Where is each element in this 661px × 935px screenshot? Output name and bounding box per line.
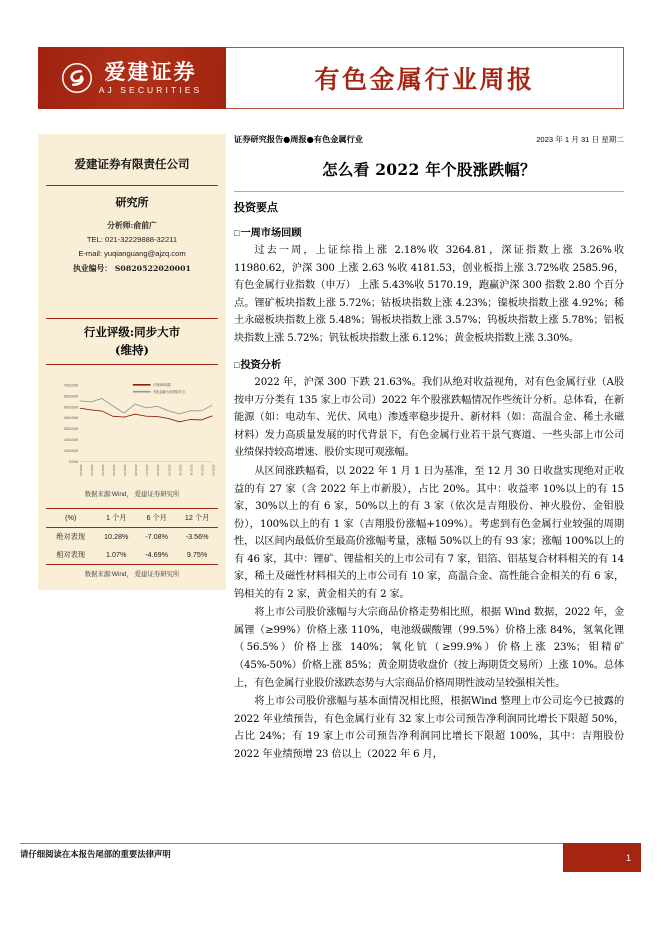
perf-row1-v0: 1.07% xyxy=(95,546,137,565)
chart-y-tick-label: 1000.0000 xyxy=(63,448,79,454)
sidebar xyxy=(38,134,226,590)
section-2-para-0: 2022 年，沪深 300 下跌 21.63%。我们从绝对收益视角，对有色金属行业（A股按申万分类有 135 家上市公司）2022 年个股涨跌幅情况作些统计分析。总体看，在新能源（如：电动车、光伏、风电）渗透率稳步提升、新材料（如：高温合金、稀土永磁材料）发力高质量发展的时代背景下，有色金属行业若干景气赛道、一些头部上市公司业绩保持较高增速、股价实现可观涨幅。 xyxy=(234,377,624,459)
chart-legend-label: 沪深300指数 xyxy=(153,382,171,388)
chart-x-tick-label: 2022-01 xyxy=(78,464,83,476)
section-1-title: 一周市场回顾 xyxy=(240,227,302,239)
table-row xyxy=(46,527,218,546)
logo-company-name-en: AJ SECURITIES xyxy=(98,85,203,96)
section-2-para-1: 从区间涨跌幅看，以 2022 年 1 月 1 日为基准，至 12 月 30 日收盘实现绝对正收益的有 27 家（含 2022 年上市新股），占比 20%。其中：收益率 10%以上的有 15 家，30%以上的有 6 家，50%以上的有 3 家（依次是吉翔股份、神火股份、金钼股份），100%以上的有 1 家（吉翔股份涨幅+109%）。考虑到有色金属行业较强的周期性，以区间内最低价至最高价涨幅考量，涨幅 50%以上的有 93 家；涨幅 100%以上的有 46 家，其中：锂矿、锂盐相关的上市公司有 7 家，铝箔、铝基复合材料相关的有 14 家，稀土及磁性材料相关的上市公司有 10 家，高温合金、高性能合金相关的有 6 家，钨相关的有 2 家，黄金相关的有 2 家。 xyxy=(234,466,624,600)
chart-y-tick-label: 2000.0000 xyxy=(63,437,79,443)
department-label: 研究所 xyxy=(115,196,149,209)
perf-row0-v2: -3.56% xyxy=(185,532,209,542)
square-bullet-icon: □ xyxy=(234,228,240,238)
chart-x-tick-label: 2022-12 xyxy=(200,464,205,476)
sidebar-spacer xyxy=(46,276,218,314)
report-header xyxy=(38,47,624,109)
chart-y-tick-label: 6000.0000 xyxy=(63,394,79,399)
perf-row0-label: 绝对表现 xyxy=(56,531,86,541)
logo-company-name-cn: 爱建证券 xyxy=(104,59,197,85)
title-divider xyxy=(234,191,624,192)
index-performance-chart xyxy=(46,365,218,500)
chart-x-tick-label: 2022-03 xyxy=(100,464,105,476)
main-content xyxy=(234,134,624,764)
perf-row1-v2: 9.75% xyxy=(176,546,218,565)
chart-x-tick-label: 2022-11 xyxy=(189,464,194,476)
chart-y-axis-labels xyxy=(64,383,78,464)
chart-x-tick-label: 2022-04 xyxy=(112,464,116,476)
chart-y-tick-label: 0.0000 xyxy=(68,459,79,464)
perf-col-3: 12 个月 xyxy=(176,508,218,527)
perf-row0-v1: -7.08% xyxy=(145,532,169,542)
chart-x-tick-label: 2022-02 xyxy=(89,464,94,476)
investment-summary-heading: 投资要点 xyxy=(234,201,278,214)
chart-y-tick-label: 3000.0000 xyxy=(63,426,79,432)
report-title: 有色金属行业周报 xyxy=(314,65,535,94)
chart-line-有色金属行业指数(申万) xyxy=(80,398,213,413)
analyst-email: E-mail: yuqianguang@ajzq.com xyxy=(78,249,186,259)
analyst-license: 执业编号： S0820522020001 xyxy=(73,263,191,273)
industry-rating: 行业评级:同步大市 xyxy=(83,324,181,339)
perf-col-0: (%) xyxy=(46,508,95,527)
chart-x-axis-labels xyxy=(79,464,215,476)
analyst-name: 分析师:俞前广 xyxy=(107,221,157,230)
table-row xyxy=(46,546,218,565)
section-2-para-3: 将上市公司股价涨幅与基本面情况相比照，根据Wind 整理上市公司迄今已披露的 2022 年业绩预告，有色金属行业有 32 家上市公司预告净利润同比增长下限超 50%，占比 24%；有 19 家上市公司预告净利润同比增长下限超 100%，其中：吉翔股份 2022 年业绩预增 23 倍以上（2022 年 6 月， xyxy=(234,696,624,760)
section-heading-market-review xyxy=(234,224,624,239)
performance-table-wrap xyxy=(46,508,218,578)
perf-col-2: 6 个月 xyxy=(137,508,176,527)
perf-row1-v1: -4.69% xyxy=(137,546,176,565)
chart-series-group xyxy=(80,398,213,421)
page-title: 怎么看 2022 年个股涨跌幅？ xyxy=(322,160,536,179)
perf-col-1: 1 个月 xyxy=(95,508,137,527)
perf-row0-v0: 10.28% xyxy=(104,532,129,542)
section-heading-investment-analysis xyxy=(234,356,624,371)
chart-x-tick-label: 2022-08 xyxy=(156,464,161,476)
chart-x-tick-label: 2022-06 xyxy=(134,464,138,476)
company-logo xyxy=(38,47,226,109)
report-title-box xyxy=(226,47,624,109)
report-date: 2023 年 1 月 31 日 星期二 xyxy=(536,135,624,144)
chart-legend-label: 有色金属行业指数(申万) xyxy=(153,389,186,395)
table-source-note: 数据来源:Wind， 爱建证券研究所 xyxy=(84,570,180,578)
table-header-row xyxy=(46,508,218,527)
page-number-badge: 1 xyxy=(563,843,641,872)
index-line-chart-svg xyxy=(48,375,216,485)
section-1-para-0: 过去一周，上证综指上涨 2.18%收 3264.81，深证指数上涨 3.26%收 11980.62，沪深 300 上涨 2.63 %收 4181.53，创业板指上涨 3.72%收 2585.96，有色金属行业指数（申万） 上涨 5.43%收 5170.19，跑赢沪深 300 指数 2.80 个百分点。锂矿板块指数上涨 5.72%；钴板块指数上涨 4.23%；镍板块指数上涨 4.92%；稀土永磁板块指数上涨 5.48%；锡板块指数上涨 3.57%；钨板块指数上涨 5.78%；铝板块指数上涨 5.72%；钒钛板块指数上涨 6.12%；黄金板块指数上涨 3.30%。 xyxy=(234,245,624,344)
performance-table xyxy=(46,508,218,565)
section-2-title: 投资分析 xyxy=(240,359,282,372)
chart-source-note: 数据来源:Wind， 爱建证券研究所 xyxy=(84,490,180,498)
industry-rating-block xyxy=(46,318,218,365)
analyst-tel: TEL: 021-32229888-32211 xyxy=(86,235,178,245)
chart-line-沪深300指数 xyxy=(80,408,213,422)
chart-x-tick-label: 2023-01 xyxy=(211,464,216,476)
breadcrumb-text: 证券研究报告●周报●有色金属行业 xyxy=(234,134,363,144)
breadcrumb xyxy=(234,134,624,145)
chart-x-tick-label: 2022-05 xyxy=(123,464,127,476)
chart-x-tick-label: 2022-07 xyxy=(145,464,149,476)
chart-legend xyxy=(133,382,186,394)
chart-x-tick-label: 2022-10 xyxy=(178,464,183,476)
footer-divider xyxy=(20,843,641,844)
aj-securities-logo-icon xyxy=(62,63,92,93)
chart-y-tick-label: 5000.0000 xyxy=(63,405,79,410)
square-bullet-icon: □ xyxy=(234,360,240,371)
sidebar-info-panel xyxy=(38,134,226,590)
industry-rating-status: (维持) xyxy=(115,342,149,357)
section-2-para-2: 将上市公司股价涨幅与大宗商品价格走势相比照，根据 Wind 数据，2022 年，金属锂（≥99%）价格上涨 110%，电池级碳酸锂（99.5%）价格上涨 84%，氢氧化锂（56.5%）价格上涨 140%；氧化钪（≥99.9%）价格上涨 23%；钼精矿（45%-50%）价格上涨 85%；黄金期货收盘价（按上海期货交易所）上涨 10%。总体上，有色金属行业股价涨跌态势与大宗商品价格周期性波动呈较强相关性。 xyxy=(234,607,624,689)
firm-name: 爱建证券有限责任公司 xyxy=(74,157,190,171)
perf-row1-label: 相对表现 xyxy=(46,546,95,565)
chart-y-tick-label: 7000.0000 xyxy=(63,383,79,388)
legal-disclaimer: 请仔细阅读在本报告尾部的重要法律声明 xyxy=(20,849,171,859)
chart-y-tick-label: 4000.0000 xyxy=(63,416,79,421)
chart-x-tick-label: 2022-09 xyxy=(167,464,172,476)
